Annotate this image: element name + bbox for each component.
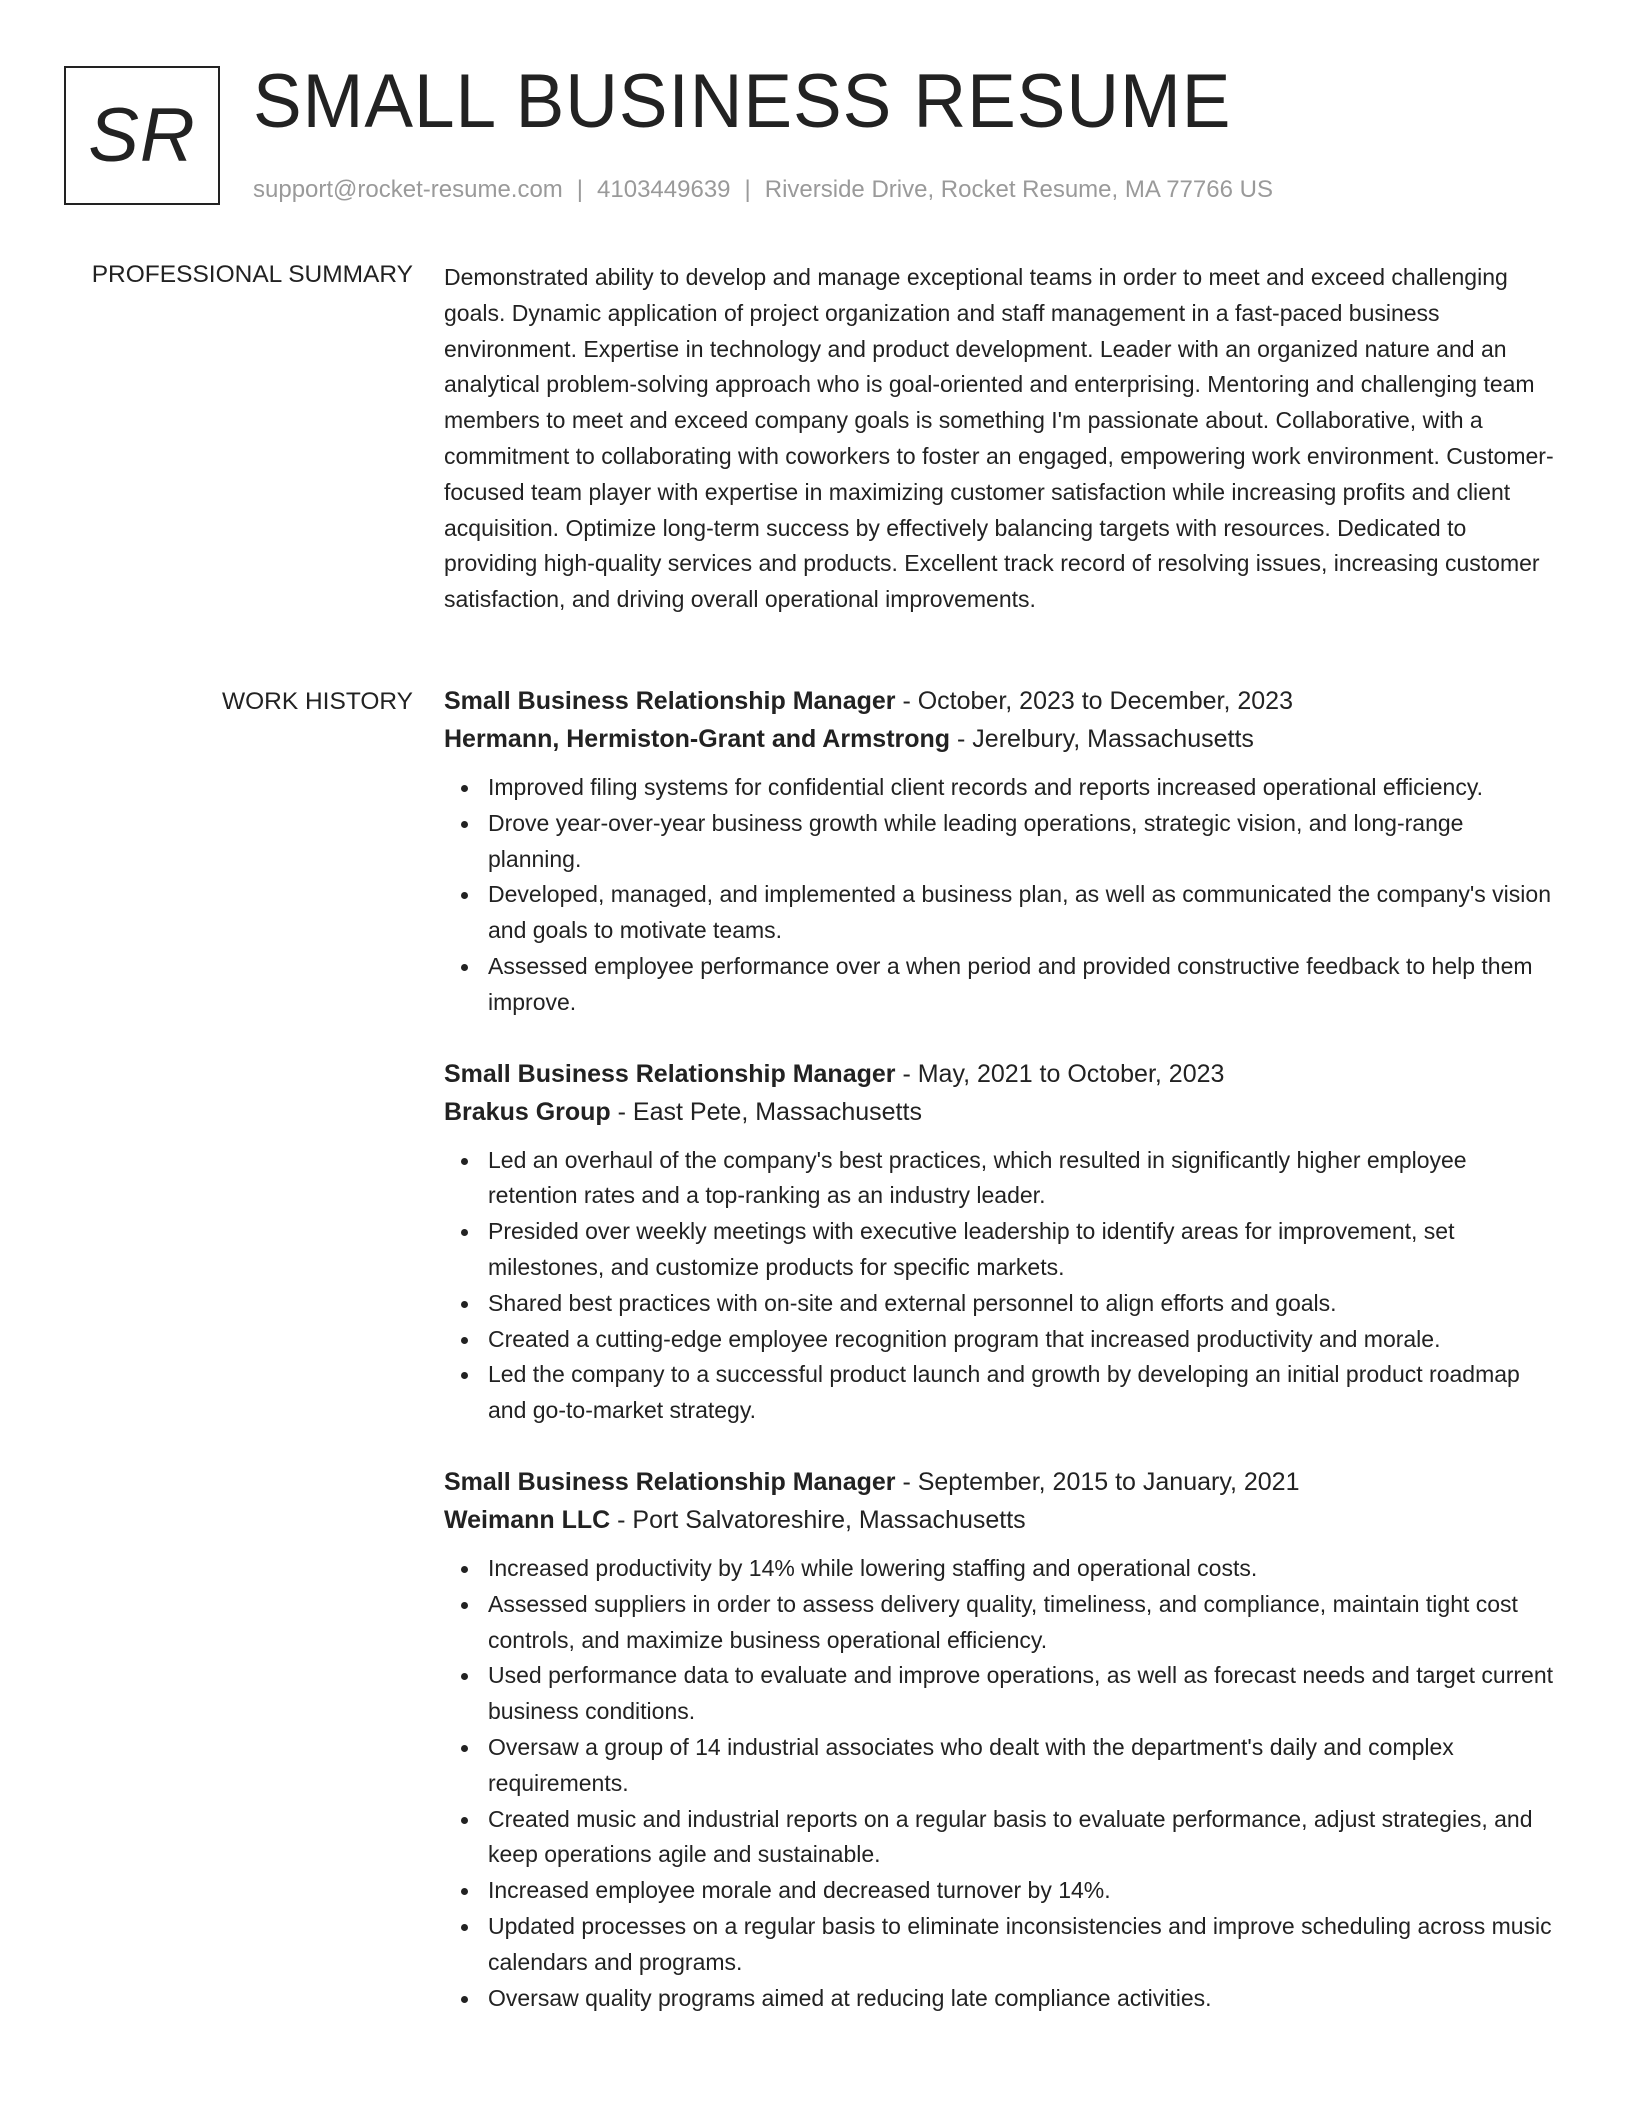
bullet-item: Created music and industrial reports on a regular basis to evaluate performance, adjust strategies, and keep operations agile and sustainable.: [488, 1802, 1554, 1874]
job-title-line: [444, 1463, 1554, 1501]
resume-name: SMALL BUSINESS RESUME: [253, 59, 1232, 144]
company-line: [444, 1093, 1554, 1131]
company-location: - East Pete, Massachusetts: [610, 1097, 922, 1126]
contact-separator: |: [744, 176, 751, 203]
contact-email[interactable]: support@rocket-resume.com: [253, 176, 563, 203]
job-entry: [444, 1055, 1554, 1429]
bullet-item: Led an overhaul of the company's best practices, which resulted in significantly higher employee retention rates and a top-ranking as an industry leader.: [488, 1143, 1554, 1215]
bullet-item: Assessed employee performance over a when period and provided constructive feedback to help them improve.: [488, 949, 1554, 1021]
job-title: Small Business Relationship Manager: [444, 1467, 896, 1496]
job-title: Small Business Relationship Manager: [444, 687, 896, 715]
job-list: [444, 682, 1554, 2050]
company-location: - Port Salvatoreshire, Massachusetts: [610, 1505, 1026, 1534]
job-title-line: [444, 682, 1554, 720]
bullet-item: Drove year-over-year business growth while leading operations, strategic vision, and long-range planning.: [488, 806, 1554, 878]
job-bullets: [444, 1551, 1554, 2016]
job-entry: [444, 1463, 1554, 2016]
bullet-item: Assessed suppliers in order to assess delivery quality, timeliness, and compliance, maintain tight cost controls, and maximize business operational efficiency.: [488, 1587, 1554, 1659]
company-line: [444, 720, 1554, 758]
bullet-item: Oversaw quality programs aimed at reducing late compliance activities.: [488, 1981, 1554, 2017]
job-title: Small Business Relationship Manager: [444, 1059, 896, 1088]
job-dates: - September, 2015 to January, 2021: [895, 1467, 1300, 1496]
monogram-initials: SR: [88, 93, 196, 178]
work-history-heading: WORK HISTORY: [221, 688, 413, 715]
company-line: [444, 1501, 1554, 1539]
contact-line: [253, 174, 1273, 206]
contact-phone[interactable]: 4103449639: [597, 176, 731, 203]
bullet-item: Improved filing systems for confidential client records and reports increased operational efficiency.: [488, 770, 1554, 806]
summary-heading: PROFESSIONAL SUMMARY: [91, 261, 413, 288]
bullet-item: Led the company to a successful product launch and growth by developing an initial product roadmap and go-to-market strategy.: [488, 1357, 1554, 1429]
job-bullets: [444, 1143, 1554, 1429]
bullet-item: Oversaw a group of 14 industrial associates who dealt with the department's daily and complex requirements.: [488, 1730, 1554, 1802]
company-location: - Jerelbury, Massachusetts: [950, 725, 1254, 753]
job-dates: - October, 2023 to December, 2023: [895, 687, 1293, 715]
monogram-box: [64, 66, 220, 205]
job-entry: [444, 682, 1554, 1021]
bullet-item: Presided over weekly meetings with executive leadership to identify areas for improvement, set milestones, and customize products for specific markets.: [488, 1214, 1554, 1286]
company-name: Weimann LLC: [444, 1505, 611, 1534]
bullet-item: Increased employee morale and decreased turnover by 14%.: [488, 1873, 1554, 1909]
contact-separator: |: [576, 176, 584, 203]
contact-address: Riverside Drive, Rocket Resume, MA 77766 US: [764, 176, 1273, 203]
bullet-item: Shared best practices with on-site and external personnel to align efforts and goals.: [488, 1286, 1554, 1322]
bullet-item: Increased productivity by 14% while lowering staffing and operational costs.: [488, 1551, 1554, 1587]
company-name: Brakus Group: [444, 1097, 611, 1126]
summary-text: Demonstrated ability to develop and manage exceptional teams in order to meet and exceed challenging goals. Dynamic application of project organization and staff management in a fast-paced business environment. Expertise in technology and product development. Leader with an organized nature and an analytical problem-solving approach who is goal-oriented and enterprising. Mentoring and challenging team members to meet and exceed company goals is something I'm passionate about. Collaborative, with a commitment to collaborating with coworkers to foster an engaged, empowering work environment. Customer-focused team player with expertise in maximizing customer satisfaction while increasing profits and client acquisition. Optimize long-term success by effectively balancing targets with resources. Dedicated to providing high-quality services and products. Excellent track record of resolving issues, increasing customer satisfaction, and driving overall operational improvements.: [444, 264, 1554, 613]
bullet-item: Developed, managed, and implemented a business plan, as well as communicated the company's vision and goals to motivate teams.: [488, 877, 1554, 949]
job-title-line: [444, 1055, 1554, 1093]
bullet-item: Updated processes on a regular basis to eliminate inconsistencies and improve scheduling across music calendars and programs.: [488, 1909, 1554, 1981]
bullet-item: Created a cutting-edge employee recognition program that increased productivity and morale.: [488, 1322, 1554, 1358]
job-bullets: [444, 770, 1554, 1021]
company-name: Hermann, Hermiston-Grant and Armstrong: [444, 725, 951, 753]
job-dates: - May, 2021 to October, 2023: [895, 1059, 1225, 1088]
bullet-item: Used performance data to evaluate and improve operations, as well as forecast needs and target current business conditions.: [488, 1658, 1554, 1730]
